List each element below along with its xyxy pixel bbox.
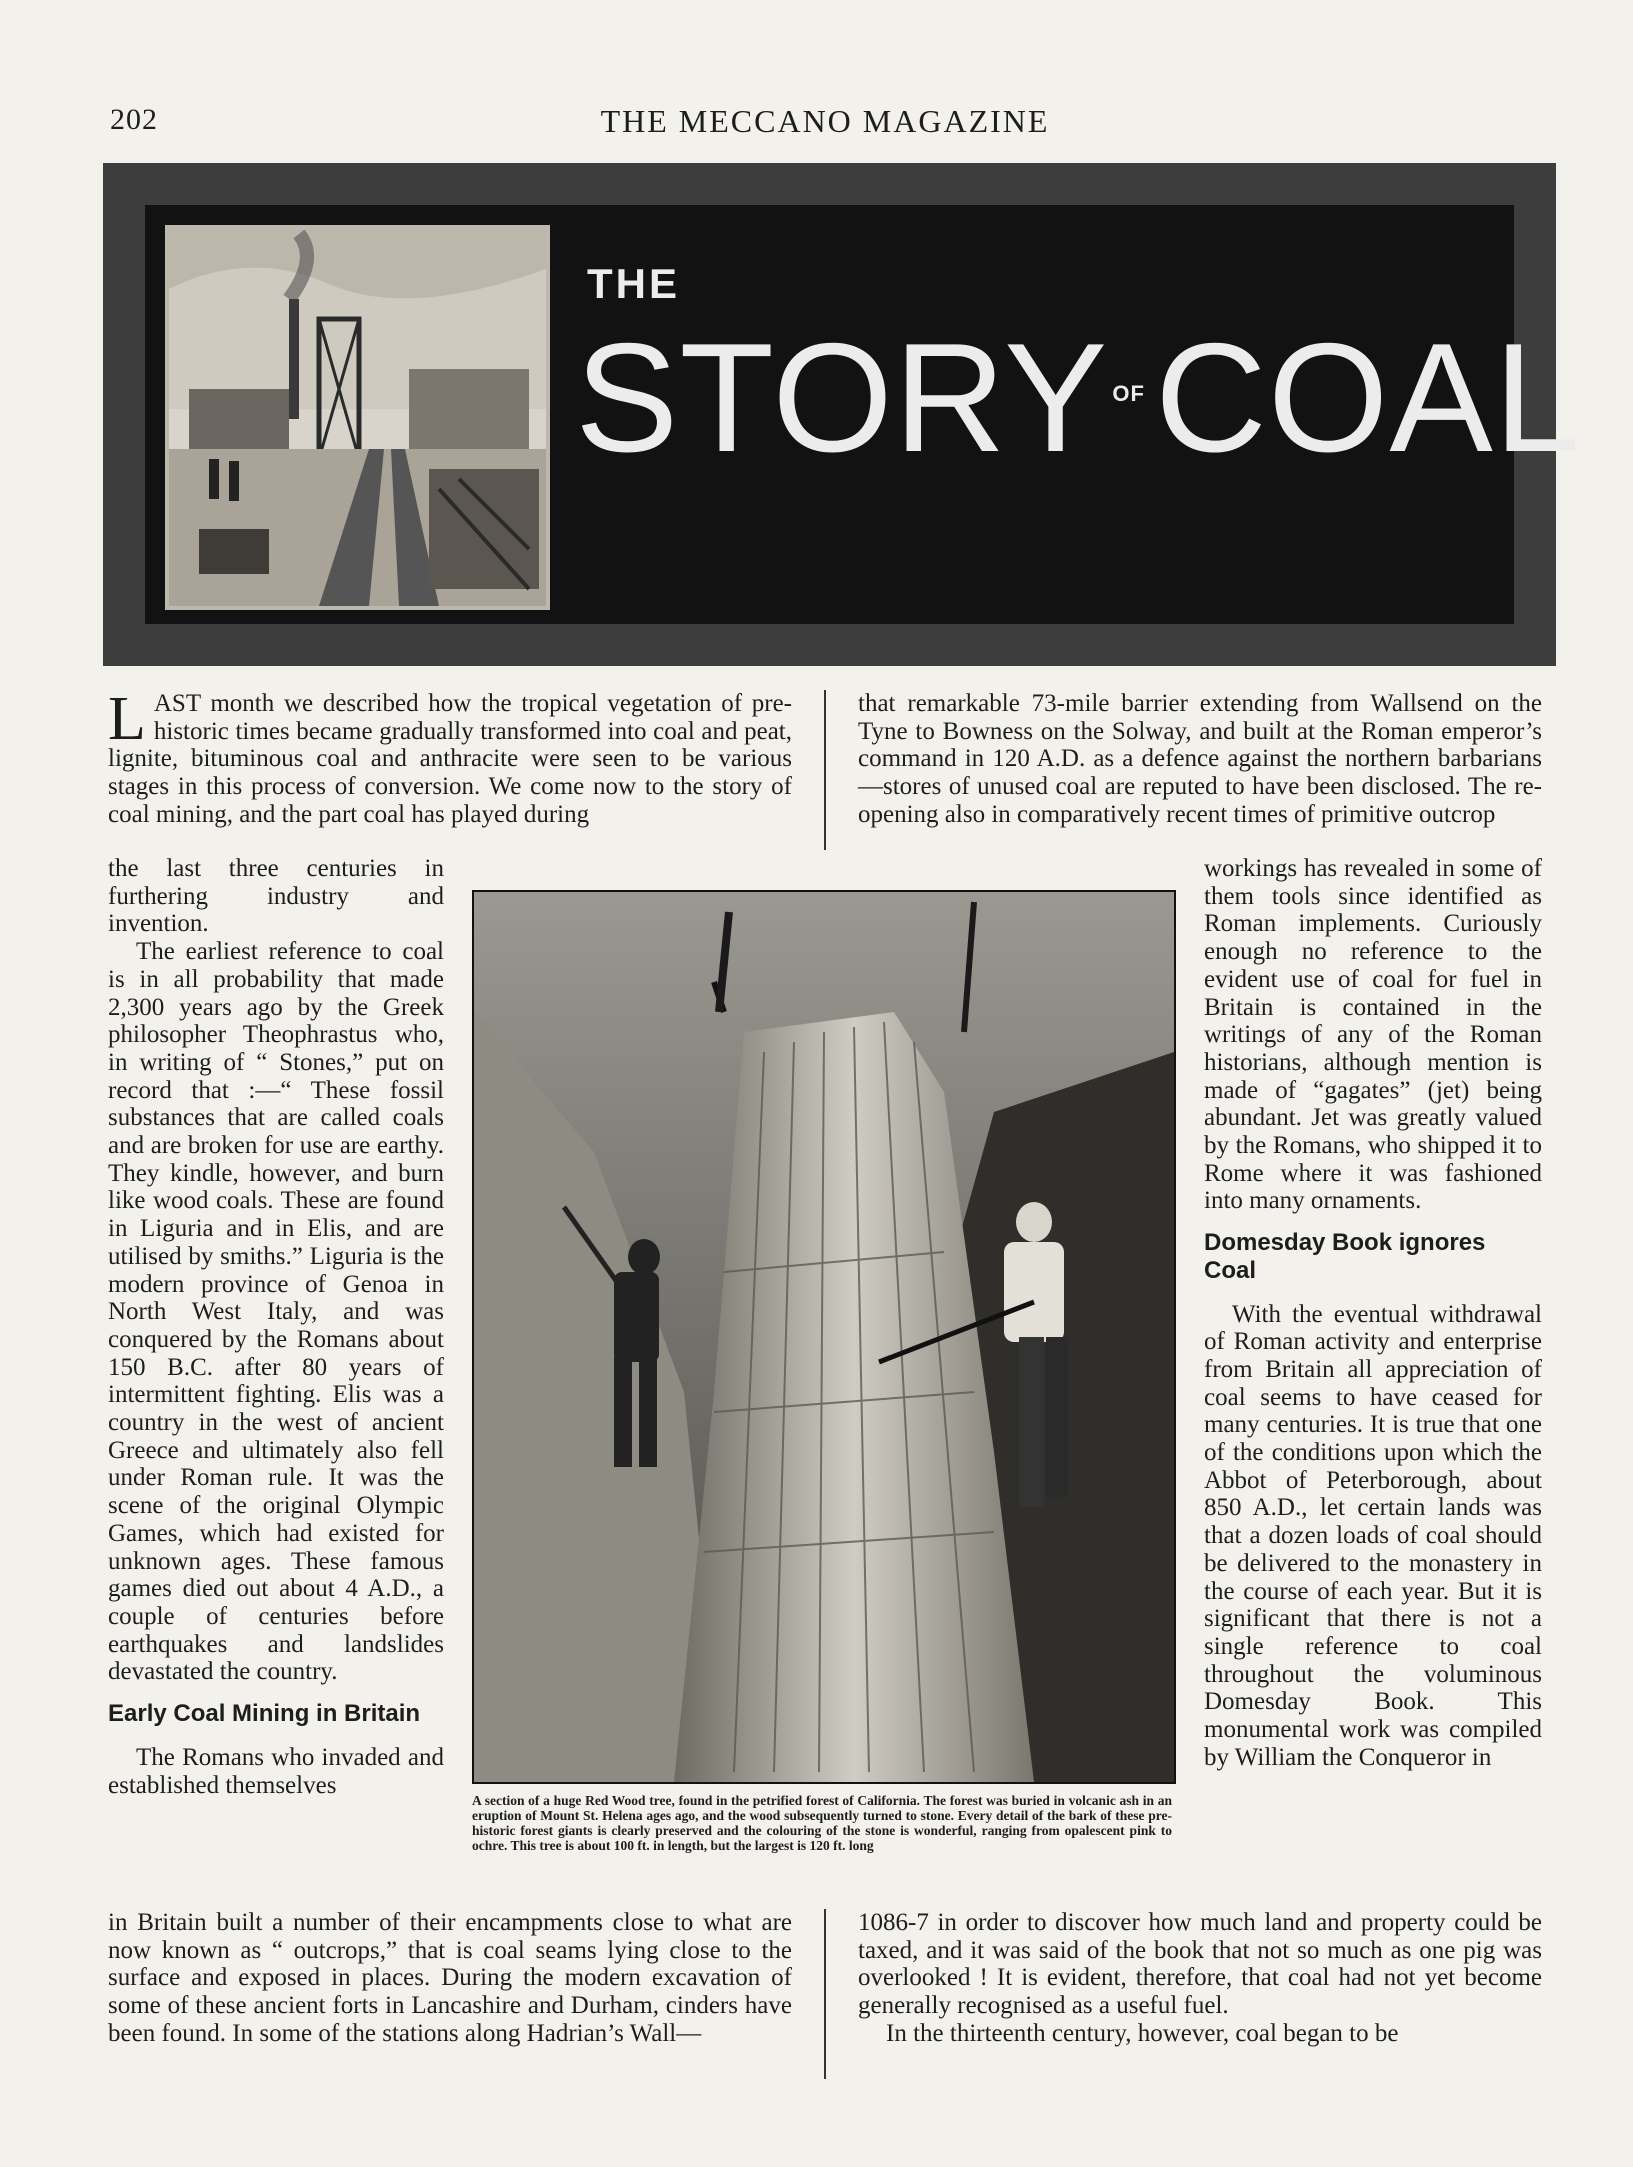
right-column-top [858, 690, 1542, 829]
page-number: 202 [110, 103, 158, 136]
banner-the: THE [587, 260, 680, 307]
left-column-narrow [108, 855, 444, 1799]
paragraph: 1086-7 in order to discover how much land and property could be taxed, and it was said of the book that not so much as one pig was overlooked ! It is evident, therefore, that coal had not yet become generally recognised as a useful fuel. [858, 1909, 1542, 2020]
paragraph: in Britain built a number of their encampments close to what are now known as “ outcrops,” that is coal seams lying close to the surface and exposed in places. During the modern excavation of some of these ancient forts in Lancashire and Durham, cinders have been found. In some of the stations along Hadrian’s Wall— [108, 1909, 792, 2047]
paragraph: The Romans who invaded and established themselves [108, 1743, 444, 1799]
banner-title [575, 311, 1582, 484]
section-heading-early-coal-mining: Early Coal Mining in Britain [108, 1700, 421, 1728]
left-column-top [108, 685, 792, 829]
paragraph: the last three centuries in furthering industry and invention. [108, 855, 444, 938]
left-column-bottom [108, 1909, 792, 2048]
petrified-tree-photo [472, 890, 1176, 1784]
drop-cap: L [108, 685, 146, 753]
title-banner [103, 163, 1582, 666]
column-rule [824, 690, 826, 850]
title-of: OF [1112, 381, 1145, 406]
paragraph: that remarkable 73-mile barrier extending from Wallsend on the Tyne to Bowness on the Solway, and built at the Roman emperor’s command in 120 A.D. as a defence against the northern barbarians—stores of unused coal are reputed to have been disclosed. The re-opening also in comparatively recent times of primitive outcrop [858, 690, 1542, 828]
intro-text: AST month we described how the tropical vegetation of pre-historic times became gradually transformed into coal and peat, lignite, bituminous coal and anthracite were seen to be various stages in this process of conversion. We come now to the story of coal mining, and the part coal has played during [108, 690, 792, 828]
colliery-drawing [169, 229, 546, 606]
paragraph: workings has revealed in some of them tools since identified as Roman implements. Curiously enough no reference to the evident use of coal for fuel in Britain is contained in the writings of any of the Roman historians, although mention is made of “gagates” (jet) being abundant. Jet was greatly valued by the Romans, who shipped it to Rome where it was fashioned into many ornaments. [1204, 855, 1542, 1215]
column-rule [824, 1909, 826, 2079]
right-column-narrow [1204, 855, 1542, 1772]
right-column-bottom [858, 1909, 1542, 2048]
paragraph: With the eventual withdrawal of Roman activity and enterprise from Britain all appreciation of coal seems to have ceased for many centuries. It is true that one of the conditions upon which the Abbot of Peterborough, about 850 A.D., let certain lands was that a dozen loads of coal should be delivered to the monastery in the course of each year. But it is significant that there is not a single reference to coal throughout the voluminous Domesday Book. This monumental work was compiled by William the Conqueror in [1204, 1300, 1542, 1771]
photo-caption: A section of a huge Red Wood tree, found in the petrified forest of California. The forest was buried in volcanic ash in an eruption of Mount St. Helena ages ago, and the wood subsequently turned to stone. Every detail of the bark of these pre-historic forest giants is clearly preserved and the colouring of the stone is wonderful, ranging from opalescent pink to ochre. This tree is about 100 ft. in length, but the largest is 120 ft. long [472, 1793, 1172, 1853]
paragraph: In the thirteenth century, however, coal began to be [886, 2019, 1399, 2047]
colliery-illustration [165, 225, 550, 610]
paragraph: The earliest reference to coal is in all probability that made 2,300 years ago by the Greek philosopher Theophrastus who, in writing of “ Stones,” put on record that :—“ These fossil substances that are called coals and are broken for use are earthy. They kindle, however, and burn like wood coals. These are found in Liguria and in Elis, and are utilised by smiths.” Liguria is the modern province of Genoa in North West Italy, and was conquered by the Romans about 150 B.C. after 80 years of intermittent fighting. Elis was a country in the west of ancient Greece and ultimately also fell under Roman rule. It was the scene of the original Olympic Games, which had existed for unknown ages. These famous games died out about 4 A.D., a couple of centuries before earthquakes and landslides devastated the country. [108, 938, 444, 1686]
title-story: STORY [575, 311, 1109, 484]
title-coal: COAL [1154, 311, 1582, 484]
running-head: THE MECCANO MAGAZINE [600, 103, 1050, 139]
photo-drawing [474, 892, 1174, 1782]
intro-paragraph [108, 685, 792, 829]
section-heading-domesday: Domesday Book ignores Coal [1204, 1229, 1486, 1284]
